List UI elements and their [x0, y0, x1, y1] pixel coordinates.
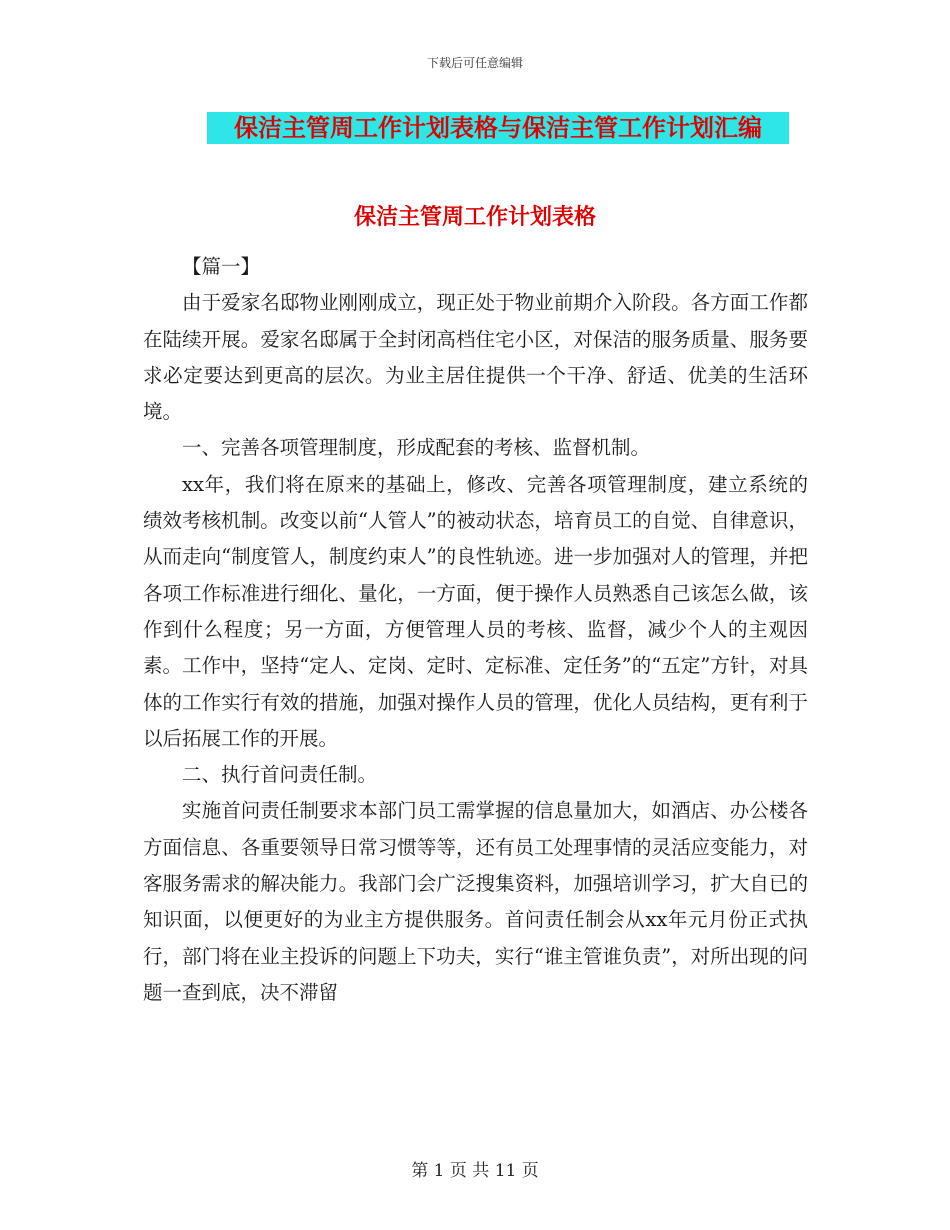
- paragraph-heading: 二、执行首问责任制。: [182, 763, 378, 787]
- header-note: 下载后可任意编辑: [426, 56, 523, 70]
- paragraph-section-label: 【篇一】: [182, 255, 261, 278]
- paragraph: 实施首问责任制要求本部门员工需掌握的信息量加大，如酒店、办公楼各方面信息、各重要领导日常习惯等等，还有员工处理事情的灵活应变能力，对客服务需求的解决能力。我部门会广泛搜集资料，加强培训学习，扩大自已的知识面，以便更好的为业主方提供服务。首问责任制会从xx年元月份正式执行，部门将在业主投诉的问题上下功夫，实行“谁主管谁负责”，对所出现的问题一查到底，决不滞留: [143, 799, 808, 1004]
- sub-title: 保洁主管周工作计划表格: [353, 204, 596, 230]
- paragraph-heading: 一、完善各项管理制度，形成配套的考核、监督机制。: [182, 436, 651, 460]
- document-body: [143, 249, 808, 1011]
- main-title: 保洁主管周工作计划表格与保洁主管工作计划汇编: [207, 112, 789, 144]
- page-number: 第 1 页 共 11 页: [411, 1161, 539, 1181]
- paragraph: 由于爱家名邸物业刚刚成立，现正处于物业前期介入阶段。各方面工作都在陆续开展。爱家名邸属于全封闭高档住宅小区，对保洁的服务质量、服务要求必定要达到更高的层次。为业主居住提供一个干净、舒适、优美的生活环境。: [143, 291, 808, 424]
- paragraph: xx年，我们将在原来的基础上，修改、完善各项管理制度，建立系统的绩效考核机制。改变以前“人管人”的被动状态，培育员工的自觉、自律意识，从而走向“制度管人，制度约束人”的良性轨迹。进一步加强对人的管理，并把各项工作标准进行细化、量化，一方面，便于操作人员熟悉自己该怎么做，该作到什么程度；另一方面，方便管理人员的考核、监督，减少个人的主观因素。工作中，坚持“定人、定岗、定时、定标准、定任务”的“五定”方针，对具体的工作实行有效的措施，加强对操作人员的管理，优化人员结构，更有利于以后拓展工作的开展。: [143, 472, 808, 750]
